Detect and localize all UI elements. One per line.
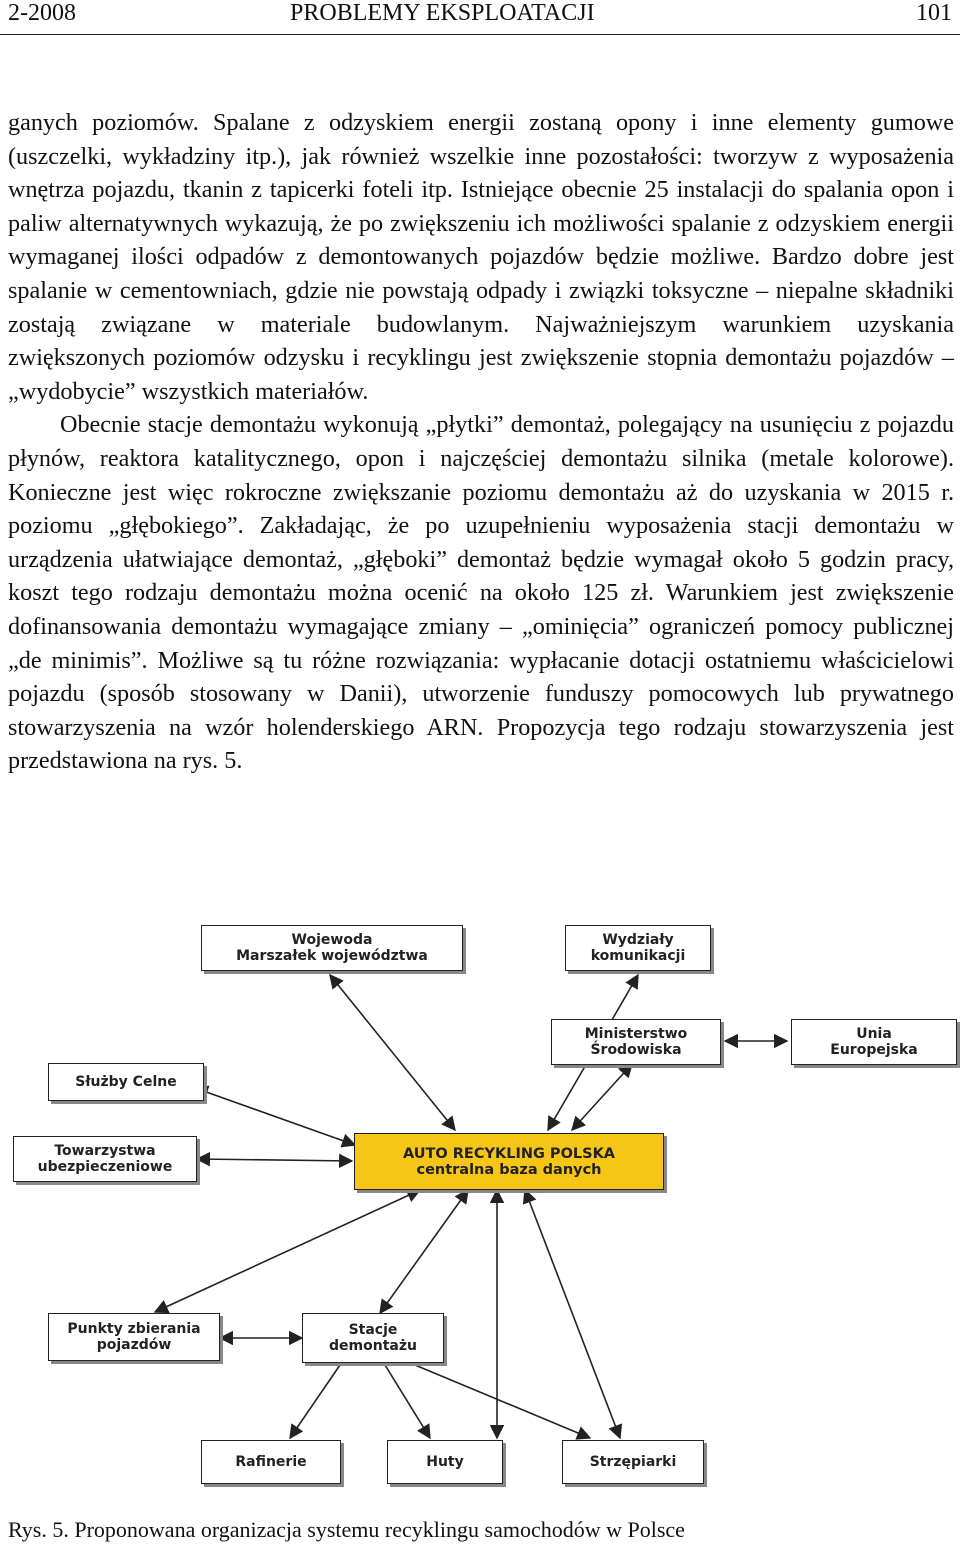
- box-unia: Unia Europejska: [791, 1019, 957, 1065]
- page-header: [0, 0, 960, 35]
- page-number: 101: [916, 0, 952, 26]
- arrow-towarzystwa-central: [197, 1159, 352, 1161]
- box-strzepiarki: Strzępiarki: [562, 1440, 704, 1484]
- article-body: [8, 106, 954, 778]
- arrow-stacje-central: [380, 1190, 468, 1313]
- box-towarzystwa: Towarzystwa ubezpieczeniowe: [13, 1136, 197, 1182]
- box-punkty-zbierania: Punkty zbierania pojazdów: [48, 1313, 220, 1361]
- arrow-punkty-central: [155, 1190, 420, 1312]
- box-rafinerie: Rafinerie: [201, 1440, 341, 1484]
- arrow-stacje-huty: [385, 1365, 430, 1438]
- box-sluzby-celne: Służby Celne: [48, 1063, 204, 1101]
- box-stacje-demontazu: Stacje demontażu: [302, 1313, 444, 1363]
- issue-number: 2-2008: [8, 0, 76, 26]
- arrow-strzepiarki-central: [525, 1190, 620, 1438]
- arrow-wojewoda-central: [330, 975, 455, 1130]
- box-wydzialy: Wydziały komunikacji: [565, 925, 711, 971]
- paragraph-2: Obecnie stacje demontażu wykonują „płytki” demontaż, polegający na usunięciu z pojazdu płynów, reaktora katalitycznego, opon i najczęściej demontażu silnika (metale kolorowe). Konieczne jest więc rokroczne zwiększanie poziomu demontażu aż do uzyskania w 2015 r. poziomu „głębokiego”. Zakładając, że po uzupełnieniu wyposażenia stacji demontażu w urządzenia ułatwiające demontaż, „głęboki” demontaż będzie wymagał około 5 godzin pracy, koszt tego rodzaju demontażu można ocenić na około 125 zł. Warunkiem jest zwiększenie dofinansowania demontażu wymagające zmiany – „ominięcia” ograniczeń pomocy publicznej „de minimis”. Możliwe są tu różne rozwiązania: wypłacanie dotacji ostatniemu właścicielowi pojazdu (sposób stosowany w Danii), utworzenie funduszy pomocowych lub prywatnego stowarzyszenia na wzór holenderskiego ARN. Propozycja tego rodzaju stowarzyszenia jest przedstawiona na rys. 5.: [8, 411, 954, 775]
- diagram-arrows: [0, 900, 960, 1510]
- arrow-sluzby-central: [195, 1088, 355, 1145]
- journal-title: PROBLEMY EKSPLOATACJI: [290, 0, 595, 26]
- paragraph-1: ganych poziomów. Spalane z odzyskiem energii zostaną opony i inne elementy gumowe (uszczelki, wykładziny itp.), jak również wszelkie inne pozostałości: tworzyw z wyposażenia wnętrza pojazdu, tkanin z tapicerki foteli itp. Istniejące obecnie 25 instalacji do spalania opon i paliw alternatywnych wykazują, że po zwiększeniu ich możliwości spalanie z odzyskiem energii wymaganej ilości odpadów z demontowanych pojazdów będzie możliwe. Bardzo dobre jest spalanie w cementowniach, gdzie nie powstają odpady i związki toksyczne – niepalne składniki zostają związane w materiale budowlanym. Najważniejszym warunkiem uzyskania zwiększonych poziomów odzysku i recyklingu jest zwiększenie stopnia demontażu pojazdów – „wydobycie” wszystkich materiałów.: [8, 109, 954, 405]
- box-wojewoda: Wojewoda Marszałek województwa: [201, 925, 463, 971]
- organization-diagram: [0, 900, 960, 1510]
- box-auto-recykling-polska: AUTO RECYKLING POLSKA centralna baza danych: [354, 1133, 664, 1190]
- box-huty: Huty: [387, 1440, 503, 1484]
- figure-caption: Rys. 5. Proponowana organizacja systemu recyklingu samochodów w Polsce: [8, 1517, 685, 1542]
- box-ministerstwo: Ministerstwo Środowiska: [551, 1019, 721, 1065]
- arrow-stacje-strzepiarki: [415, 1365, 590, 1438]
- arrow-stacje-rafinerie: [290, 1365, 340, 1438]
